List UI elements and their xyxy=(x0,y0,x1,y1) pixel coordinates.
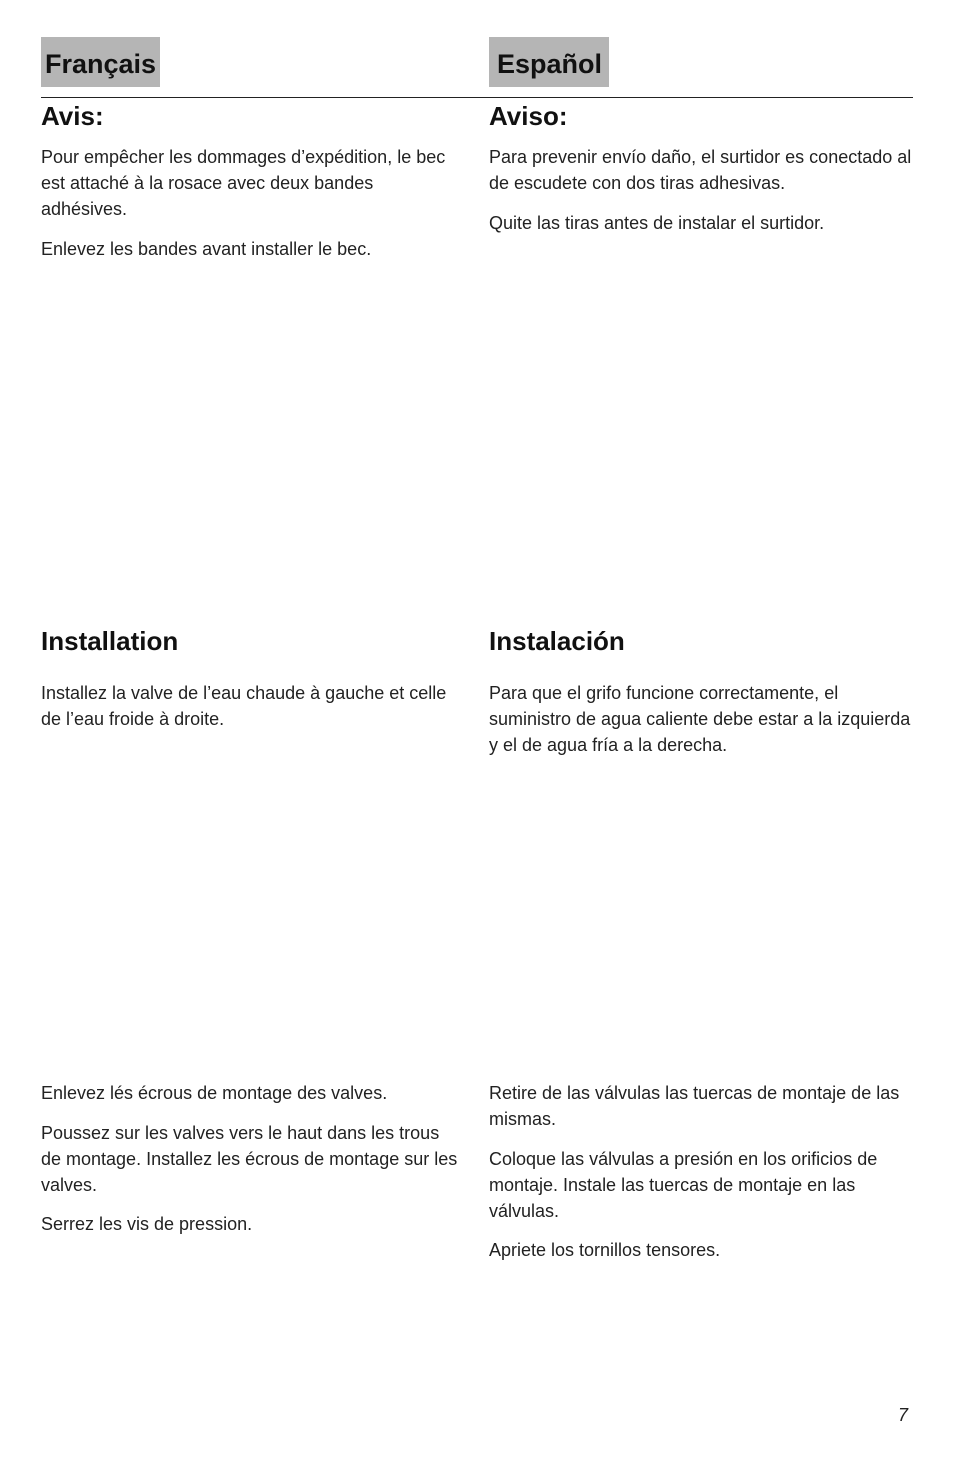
page-number: 7 xyxy=(898,1405,909,1425)
mounting-paragraph-es-1: Retire de las válvulas las tuercas de montaje de las mismas. xyxy=(489,1083,900,1129)
installation-paragraph-es: Para que el grifo funcione correctamente, el suministro de agua caliente debe estar a la izquierda y el de agua fría a la derecha. xyxy=(489,683,911,755)
installation-paragraph-fr: Installez la valve de l’eau chaude à gauche et celle de l’eau froide à droite. xyxy=(41,683,447,729)
mounting-paragraph-fr-2: Poussez sur les valves vers le haut dans les trous de montage. Installez les écrous de montage sur les valves. xyxy=(41,1123,458,1195)
mounting-paragraph-es-3: Apriete los tornillos tensores. xyxy=(489,1240,721,1260)
notice-paragraph-es-2: Quite las tiras antes de instalar el surtidor. xyxy=(489,213,825,233)
language-tab-spanish: Español xyxy=(489,37,609,87)
mounting-paragraph-fr-1: Enlevez lés écrous de montage des valves. xyxy=(41,1083,388,1103)
installation-heading-es: Instalación xyxy=(489,626,625,656)
notice-paragraph-fr-1: Pour empêcher les dommages d’expédition, le bec est attaché à la rosace avec deux bandes adhésives. xyxy=(41,147,446,219)
language-tab-french: Français xyxy=(41,37,160,87)
notice-paragraph-es-1: Para prevenir envío daño, el surtidor es conectado al de escudete con dos tiras adhesivas. xyxy=(489,147,912,193)
notice-paragraph-fr-2: Enlevez les bandes avant installer le bec. xyxy=(41,239,372,259)
notice-heading-es: Aviso: xyxy=(489,101,568,131)
mounting-paragraph-es-2: Coloque las válvulas a presión en los orificios de montaje. Instale las tuercas de montaje en las válvulas. xyxy=(489,1149,878,1221)
notice-heading-fr: Avis: xyxy=(41,101,104,131)
mounting-paragraph-fr-3: Serrez les vis de pression. xyxy=(41,1214,253,1234)
installation-heading-fr: Installation xyxy=(41,626,179,656)
header-divider xyxy=(41,97,913,98)
